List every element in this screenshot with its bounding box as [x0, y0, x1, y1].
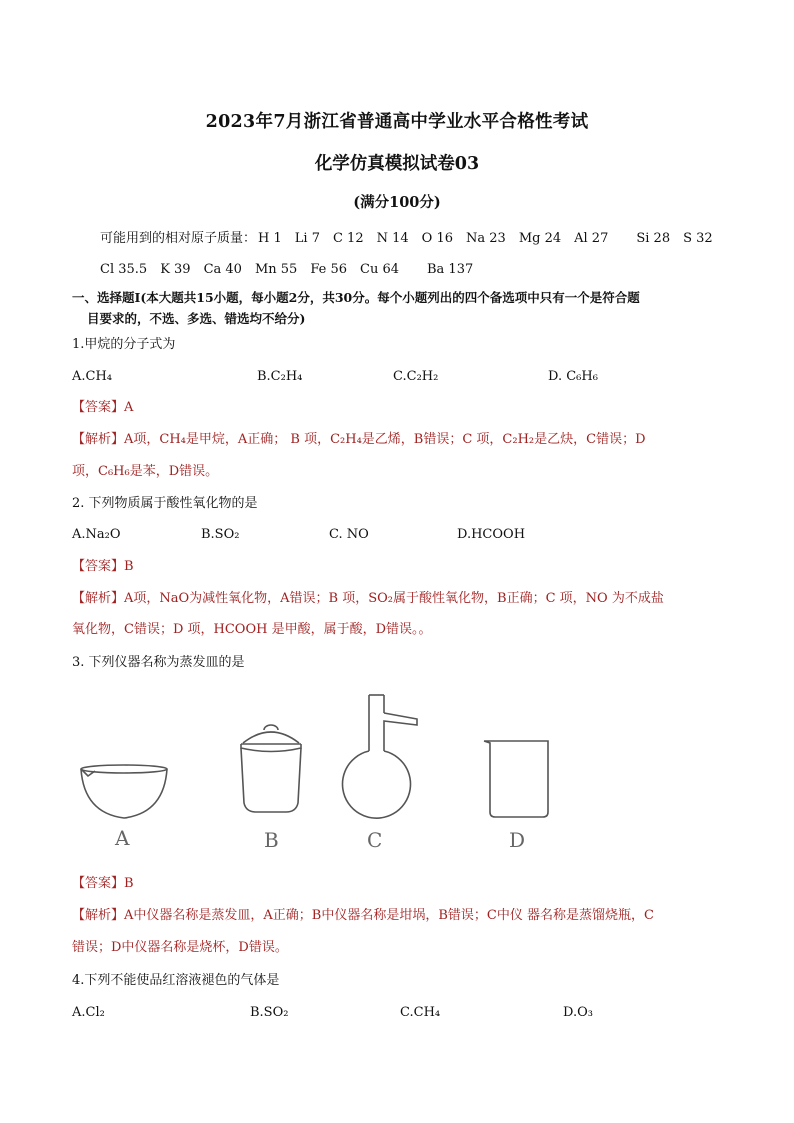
q4-option-c: C.CH₄ [400, 1005, 441, 1020]
exam-subtitle: 化学仿真模拟试卷03 [314, 154, 480, 174]
q3-answer: 【答案】B [72, 876, 134, 891]
q4-option-b: B.SO₂ [250, 1005, 289, 1020]
q3-analysis-cont: 错误；D中仪器名称是烧杯，D错误。 [72, 940, 288, 955]
question-1-stem: 1.甲烷的分子式为 [72, 337, 176, 352]
atomic-mass-row1: 可能用到的相对原子质量： H 1 Li 7 C 12 N 14 O 16 Na 23 Mg 24 Al 27 Si 28 S 32 [100, 231, 713, 246]
question-4-stem: 4.下列不能使品红溶液褪色的气体是 [72, 973, 280, 988]
label-c: C [367, 828, 383, 852]
q1-option-c: C.C₂H₂ [393, 369, 439, 384]
q1-analysis: 【解析】A项，CH₄是甲烷，A正确； B 项，C₂H₄是乙烯，B错误；C 项，C₂H₂是乙炔，C错误；D [72, 432, 646, 447]
section-heading-cont: 目要求的，不选、多选、错选均不给分) [87, 311, 306, 326]
q2-answer: 【答案】B [72, 559, 134, 574]
q2-analysis-cont: 氧化物，C错误；D 项，HCOOH 是甲酸，属于酸，D错误。。 [72, 622, 432, 637]
q2-analysis: 【解析】A项，NaO为减性氧化物，A错误；B 项，SO₂属于酸性氧化物，B正确；C 项，NO 为不成盐 [72, 591, 664, 606]
q2-option-b: B.SO₂ [201, 527, 240, 542]
q1-option-a: A.CH₄ [72, 369, 113, 384]
apparatus-figure [0, 685, 794, 865]
label-a: A [115, 826, 130, 850]
q3-analysis: 【解析】A中仪器名称是蒸发皿，A正确；B中仪器名称是坩埚，B错误；C中仪 器名称是蒸馏烧瓶，C [72, 908, 654, 923]
exam-title: 2023年7月浙江省普通高中学业水平合格性考试 [205, 112, 589, 132]
beaker-icon [484, 741, 548, 817]
q2-option-a: A.Na₂O [72, 527, 121, 542]
question-2-stem: 2. 下列物质属于酸性氧化物的是 [72, 496, 258, 511]
question-3-stem: 3. 下列仪器名称为蒸发皿的是 [72, 655, 245, 670]
q1-answer: 【答案】A [72, 400, 134, 415]
q1-option-d: D. C₆H₆ [548, 369, 598, 384]
q2-option-d: D.HCOOH [457, 527, 526, 542]
q4-option-a: A.Cl₂ [72, 1005, 105, 1020]
section-heading: 一、选择题Ⅰ(本大题共15小题，每小题2分，共30分。每个小题列出的四个备选项中只有一个是符合题 [72, 290, 640, 305]
q2-option-c: C. NO [329, 527, 369, 542]
mass-label: 可能用到的相对原子质量： [100, 231, 257, 246]
atomic-mass-row2: Cl 35.5 K 39 Ca 40 Mn 55 Fe 56 Cu 64 Ba 137 [100, 262, 474, 277]
q1-analysis-cont: 项，C₆H₆是苯，D错误。 [72, 464, 219, 479]
q1-option-b: B.C₂H₄ [257, 369, 303, 384]
evaporating-dish-icon [81, 765, 167, 818]
label-b: B [264, 828, 279, 852]
full-score: (满分100分) [353, 194, 441, 211]
q4-option-d: D.O₃ [563, 1005, 593, 1020]
distilling-flask-icon [342, 695, 417, 818]
label-d: D [509, 828, 526, 852]
crucible-icon [241, 725, 301, 812]
